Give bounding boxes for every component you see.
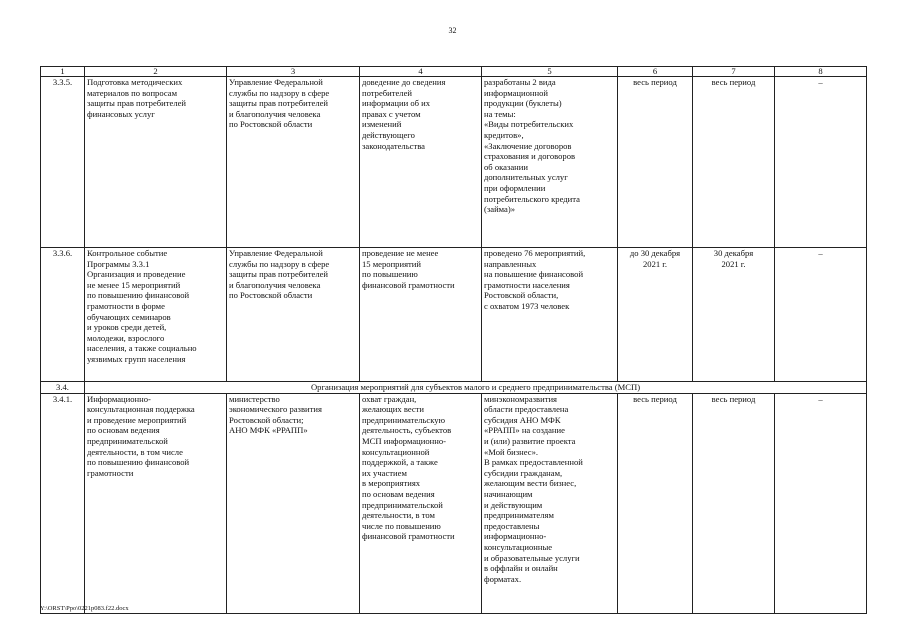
fact-date-cell: 30 декабря 2021 г. <box>693 248 775 382</box>
column-number: 5 <box>482 67 618 77</box>
column-number: 7 <box>693 67 775 77</box>
executor-cell: Управление Федеральной службы по надзору в сфере защиты прав потребителей и благополучия человека по Ростовской области <box>227 248 360 382</box>
section-title: Организация мероприятий для субъектов малого и среднего предпринимательства (МСП) <box>85 382 867 394</box>
row-number: 3.3.5. <box>41 77 85 248</box>
result-cell: разработаны 2 вида информационной продукции (буклеты) на темы: «Виды потребительских кредитов», «Заключение договоров страхования и договоров об оказании дополнительных услуг при оформлении потребительского кредита (займа)» <box>482 77 618 248</box>
note-cell: – <box>775 77 867 248</box>
column-number-row <box>41 67 867 77</box>
column-number: 4 <box>360 67 482 77</box>
note-cell: – <box>775 248 867 382</box>
row-number: 3.3.6. <box>41 248 85 382</box>
plan-date-cell: весь период <box>618 393 693 613</box>
column-number: 1 <box>41 67 85 77</box>
expected-result-cell: проведение не менее 15 мероприятий по повышению финансовой грамотности <box>360 248 482 382</box>
result-cell: минэкономразвития области предоставлена субсидия АНО МФК «РРАПП» на создание и (или) развитие проекта «Мой бизнес». В рамках предоставленной субсидии гражданам, желающим вести бизнес, начинающим и действующим предпринимателям предоставлены информационно- консультационные и образовательные услуги в оффлайн и онлайн форматах. <box>482 393 618 613</box>
report-table <box>40 66 867 614</box>
section-number: 3.4. <box>41 382 85 394</box>
event-cell: Информационно- консультационная поддержка и проведение мероприятий по основам ведения предпринимательской деятельности, в том числе по повышению финансовой грамотности <box>85 393 227 613</box>
table-row <box>41 248 867 382</box>
fact-date-cell: весь период <box>693 77 775 248</box>
table-row <box>41 393 867 613</box>
note-cell: – <box>775 393 867 613</box>
event-cell: Подготовка методических материалов по вопросам защиты прав потребителей финансовых услуг <box>85 77 227 248</box>
result-cell: проведено 76 мероприятий, направленных на повышение финансовой грамотности населения Ростовской области, с охватом 1973 человек <box>482 248 618 382</box>
plan-date-cell: весь период <box>618 77 693 248</box>
column-number: 3 <box>227 67 360 77</box>
event-cell: Контрольное событие Программы 3.3.1 Организация и проведение не менее 15 мероприятий по повышению финансовой грамотности в форме обучающих семинаров и уроков среди детей, молодежи, взрослого населения, а также социально уязвимых групп населения <box>85 248 227 382</box>
plan-date-cell: до 30 декабря 2021 г. <box>618 248 693 382</box>
table-row <box>41 77 867 248</box>
row-number: 3.4.1. <box>41 393 85 613</box>
executor-cell: министерство экономического развития Ростовской области; АНО МФК «РРАПП» <box>227 393 360 613</box>
column-number: 2 <box>85 67 227 77</box>
section-row <box>41 382 867 394</box>
page-number: 32 <box>448 26 457 35</box>
fact-date-cell: весь период <box>693 393 775 613</box>
expected-result-cell: охват граждан, желающих вести предпринимательскую деятельность, субъектов МСП информационно- консультационной поддержкой, а также их участием в мероприятиях по основам ведения предпринимательской деятельности, в том числе по повышению финансовой грамотности <box>360 393 482 613</box>
file-path-footer: Y:\ORST\Ppo\0221p083.f22.docx <box>40 605 129 612</box>
expected-result-cell: доведение до сведения потребителей информации об их правах с учетом изменений действующего законодательства <box>360 77 482 248</box>
column-number: 6 <box>618 67 693 77</box>
executor-cell: Управление Федеральной службы по надзору в сфере защиты прав потребителей и благополучия человека по Ростовской области <box>227 77 360 248</box>
column-number: 8 <box>775 67 867 77</box>
